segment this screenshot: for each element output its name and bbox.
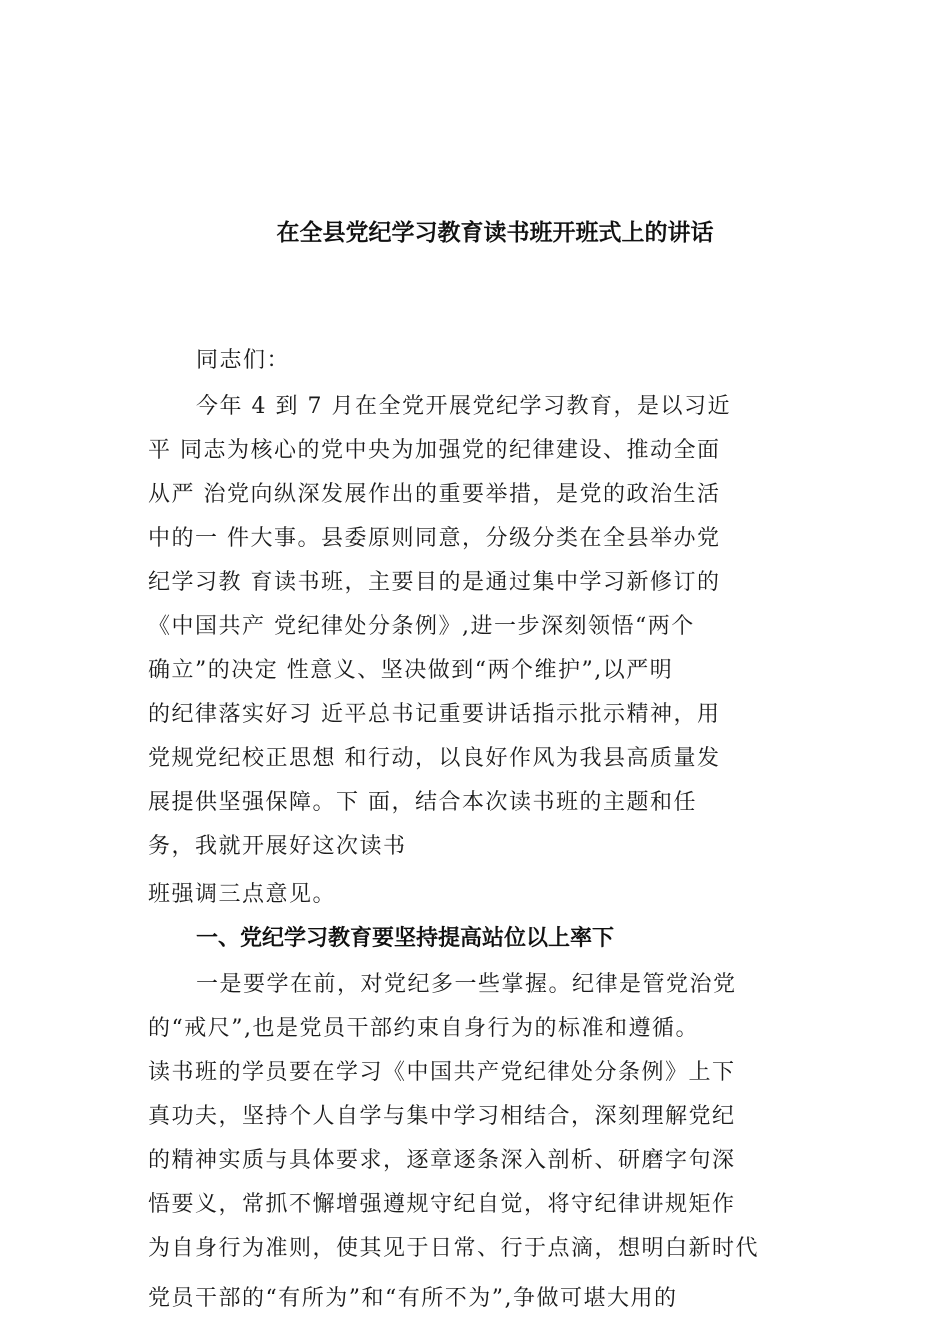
document-title: 在全县党纪学习教育读书班开班式上的讲话 <box>276 220 714 246</box>
paragraph-line: 党员干部的“有所为”和“有所不为”,争做可堪大用的 <box>148 1286 678 1311</box>
salutation: 同志们： <box>196 348 291 373</box>
section-heading: 一、党纪学习教育要坚持提高站位以上率下 <box>196 926 615 951</box>
paragraph-line: 展提供坚强保障。下 面，结合本次读书班的主题和任 <box>148 790 697 815</box>
paragraph-line: 《中国共产 党纪律处分条例》,进一步深刻领悟“两个 <box>148 614 695 639</box>
paragraph-line: 平 同志为核心的党中央为加强党的纪律建设、推动全面 <box>148 438 721 463</box>
paragraph-line: 的“戒尺”,也是党员干部约束自身行为的标准和遵循。 <box>148 1016 699 1041</box>
paragraph-line: 的纪律落实好习 近平总书记重要讲话指示批示精神，用 <box>148 702 721 727</box>
paragraph-line: 中的一 件大事。县委原则同意，分级分类在全县举办党 <box>148 526 721 551</box>
paragraph-line: 为自身行为准则，使其见于日常、行于点滴，想明白新时代 <box>148 1236 760 1261</box>
paragraph-line: 今年 4 到 7 月在全党开展党纪学习教育，是以习近 <box>196 394 731 419</box>
paragraph-line: 党规党纪校正思想 和行动，以良好作风为我县高质量发 <box>148 746 721 771</box>
paragraph-line: 务，我就开展好这次读书 <box>148 834 407 859</box>
paragraph-line: 的精神实质与具体要求，逐章逐条深入剖析、研磨字句深 <box>148 1148 736 1173</box>
paragraph-line: 班强调三点意见。 <box>148 882 337 907</box>
paragraph-line: 真功夫，坚持个人自学与集中学习相结合，深刻理解党纪 <box>148 1104 736 1129</box>
paragraph-line: 从严 治党向纵深发展作出的重要举措，是党的政治生活 <box>148 482 721 507</box>
paragraph-line: 读书班的学员要在学习《中国共产党纪律处分条例》上下 <box>148 1060 736 1085</box>
paragraph-line: 确立”的决定 性意义、坚决做到“两个维护”,以严明 <box>148 658 674 683</box>
paragraph-line: 一是要学在前，对党纪多一些掌握。纪律是管党治党 <box>196 972 737 997</box>
paragraph-line: 悟要义，常抓不懈增强遵规守纪自觉，将守纪律讲规矩作 <box>148 1192 736 1217</box>
paragraph-line: 纪学习教 育读书班，主要目的是通过集中学习新修订的 <box>148 570 721 595</box>
